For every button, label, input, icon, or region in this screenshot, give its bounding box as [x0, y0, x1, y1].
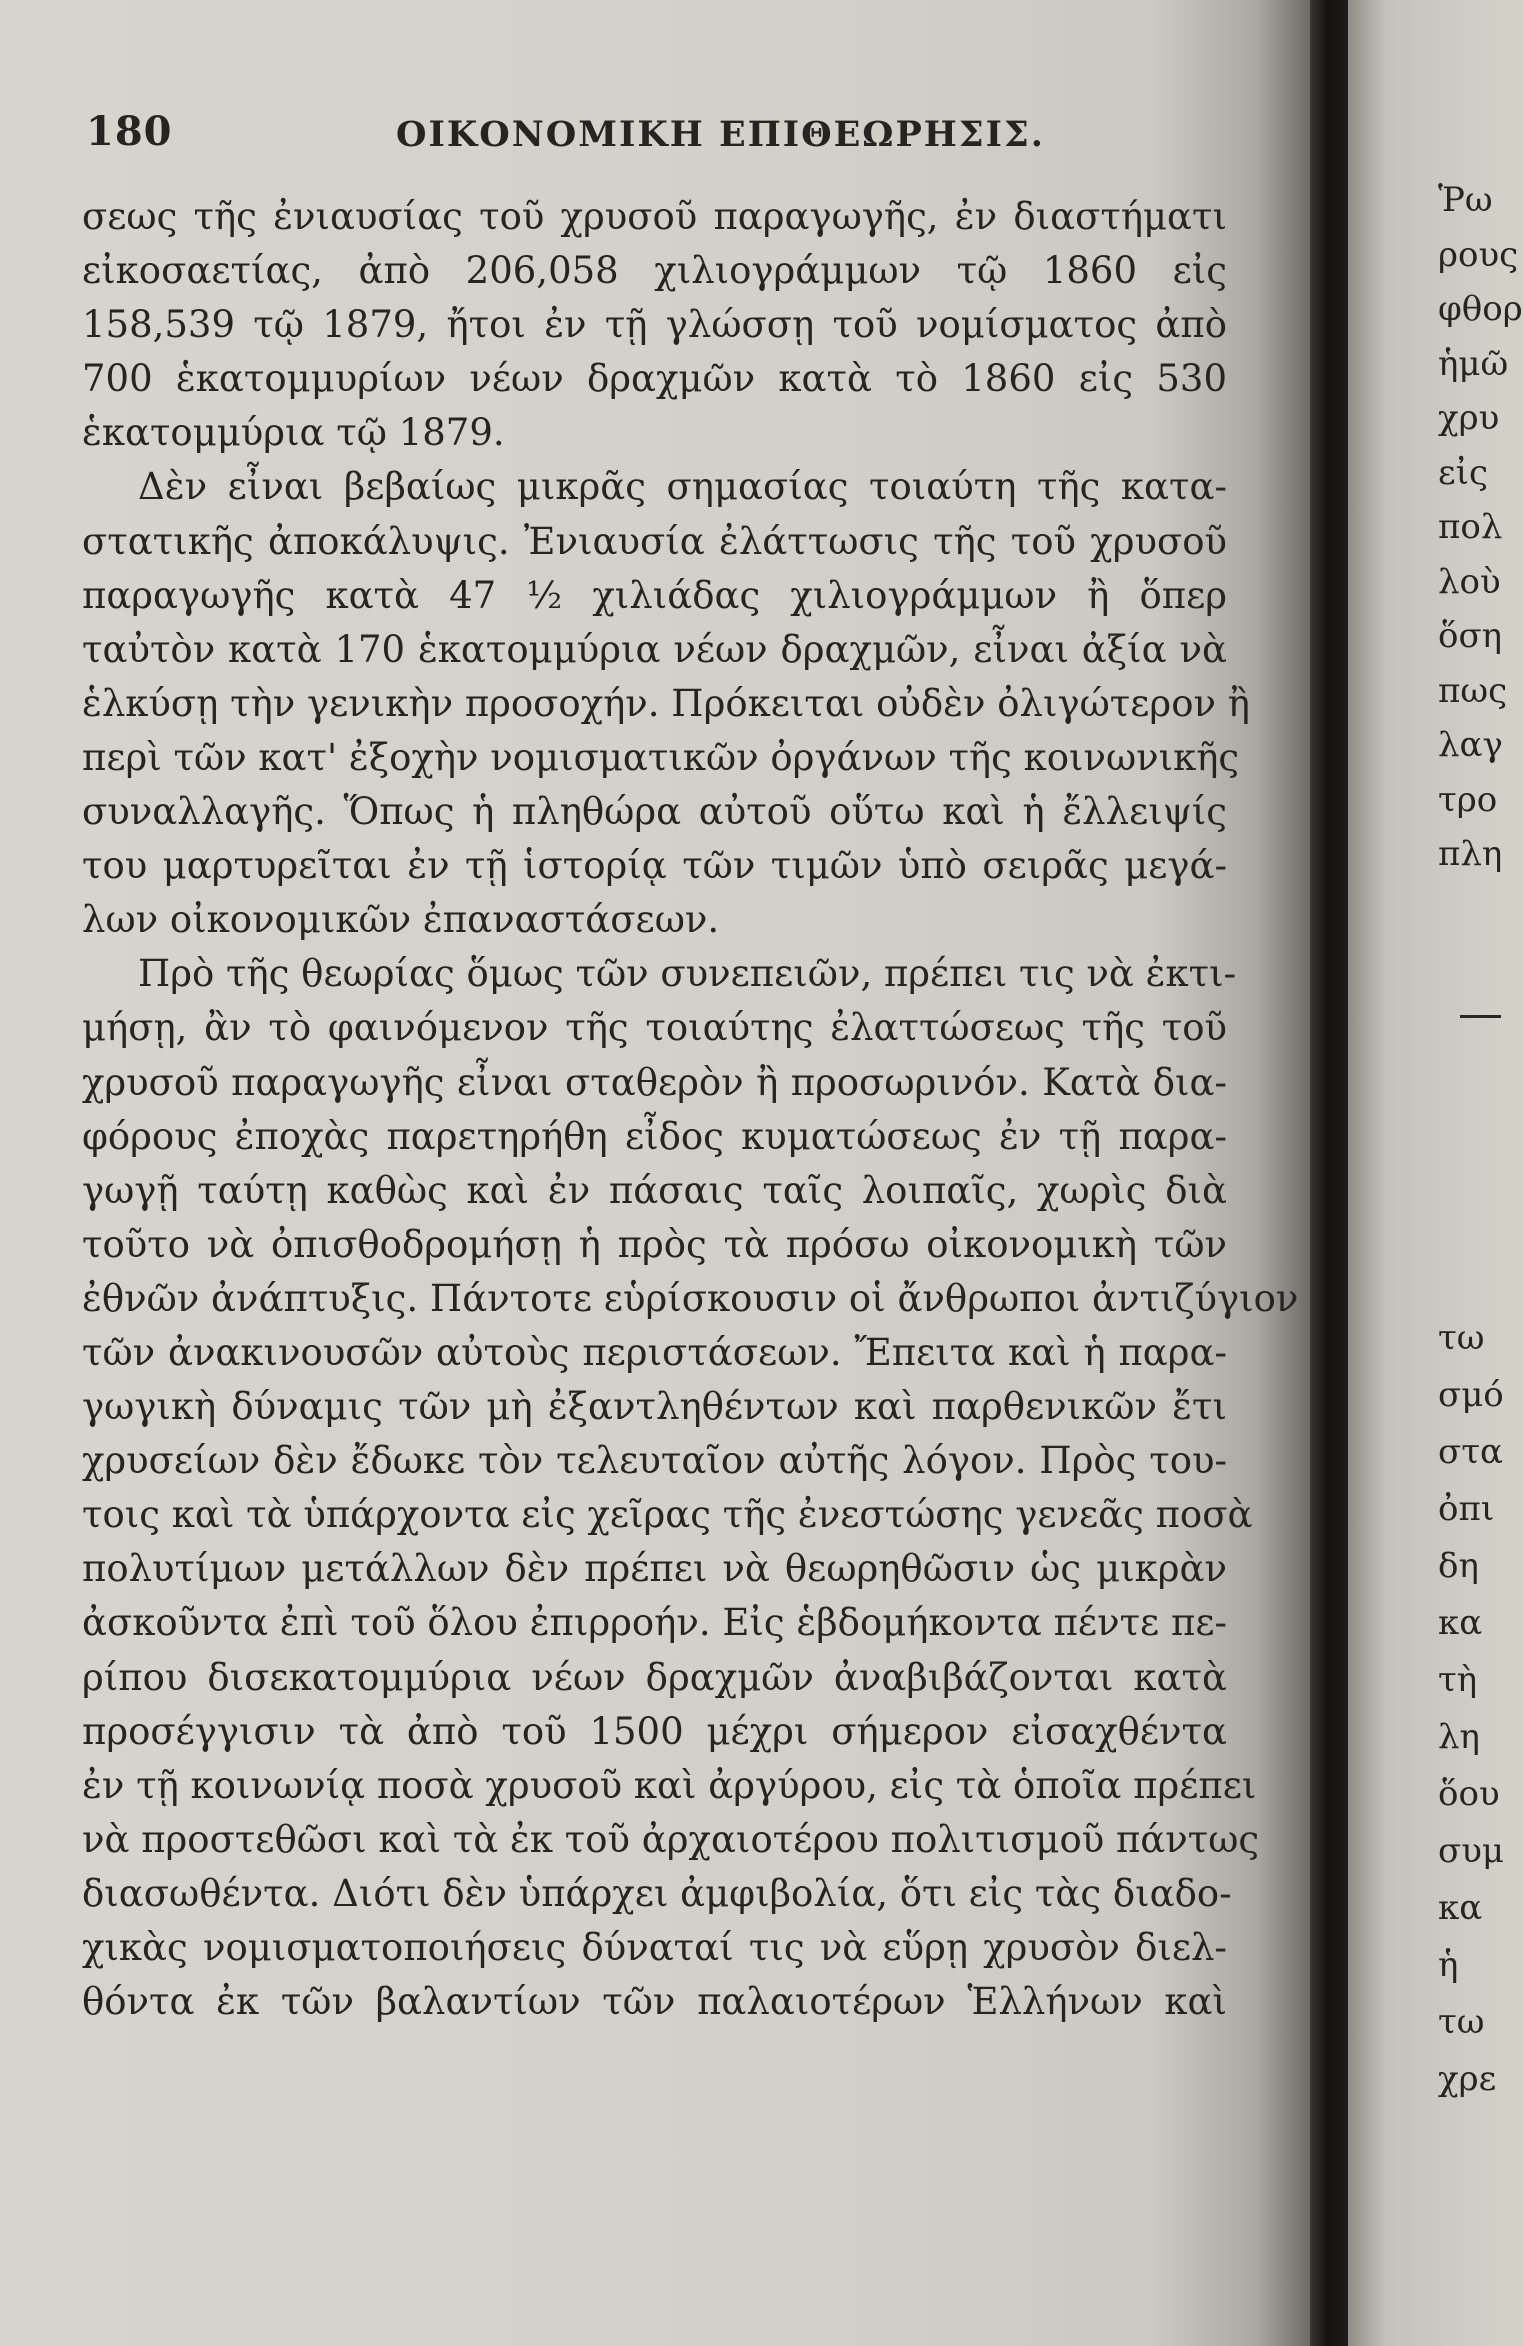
text-line: τοις καὶ τὰ ὑπάρχοντα εἰς χεῖρας τῆς ἐνεστώσης γενεᾶς ποσὰ: [82, 1493, 1253, 1537]
right-page-fragment: χρυ: [1438, 398, 1500, 438]
right-page-fragment: δη: [1438, 1546, 1479, 1586]
right-page-fragment: ἡμῶ: [1438, 343, 1509, 384]
text-line: ἀσκοῦντα ἐπὶ τοῦ ὅλου ἐπιρροήν. Εἰς ἑβδομήκοντα πέντε πε-: [82, 1601, 1227, 1645]
body-text: [82, 190, 1299, 2029]
text-line: 158,539 τῷ 1879, ἤτοι ἐν τῇ γλώσσῃ τοῦ νομίσματος ἀπὸ: [82, 303, 1227, 347]
text-line: ἑκατομμύρια τῷ 1879.: [82, 411, 505, 455]
section-rule: [1460, 1015, 1501, 1018]
right-page-fragment: φθορ: [1438, 289, 1523, 329]
right-page-fragment: σμό: [1438, 1375, 1504, 1415]
page-number: 180: [86, 108, 173, 155]
text-line: τῶν ἀνακινουσῶν αὐτοὺς περιστάσεων. Ἔπειτα καὶ ἡ παρα-: [82, 1330, 1227, 1374]
text-line: Πρὸ τῆς θεωρίας ὅμως τῶν συνεπειῶν, πρέπει τις νὰ ἐκτι-: [138, 952, 1237, 996]
text-line: χρυσείων δὲν ἔδωκε τὸν τελευταῖον αὐτῆς λόγον. Πρὸς του-: [82, 1439, 1227, 1483]
right-page-fragment: ὅου: [1438, 1774, 1500, 1814]
right-page-fragment: ὀπι: [1438, 1489, 1495, 1529]
text-line: φόρους ἐποχὰς παρετηρήθη εἶδος κυματώσεως ἐν τῇ παρα-: [82, 1114, 1227, 1158]
right-page-fragment: ρους: [1438, 234, 1519, 275]
right-page-fragments: [1348, 0, 1523, 2346]
text-line: ἐθνῶν ἀνάπτυξις. Πάντοτε εὑρίσκουσιν οἱ ἄνθρωποι ἀντιζύγιον: [82, 1276, 1299, 1320]
right-page-fragment: τρο: [1438, 779, 1498, 820]
text-line: Δὲν εἶναι βεβαίως μικρᾶς σημασίας τοιαύτη τῆς κατα-: [138, 465, 1227, 509]
text-line: ἐν τῇ κοινωνίᾳ ποσὰ χρυσοῦ καὶ ἀργύρου, εἰς τὰ ὁποῖα πρέπει: [82, 1763, 1257, 1807]
text-line: τοῦτο νὰ ὀπισθοδρομήσῃ ἡ πρὸς τὰ πρόσω οἰκονομικὴ τῶν: [82, 1222, 1227, 1266]
right-page-fragment: πλη: [1438, 834, 1503, 874]
right-page-fragment: πως: [1438, 670, 1508, 711]
right-page-fragment: τω: [1438, 1318, 1485, 1358]
text-line: νὰ προστεθῶσι καὶ τὰ ἐκ τοῦ ἀρχαιοτέρου πολιτισμοῦ πάντως: [82, 1817, 1260, 1861]
running-title: ΟΙΚΟΝΟΜΙΚΗ ΕΠΙΘΕΩΡΗΣΙΣ.: [396, 114, 1045, 155]
text-line: γωγῇ ταύτῃ καθὼς καὶ ἐν πάσαις ταῖς λοιπαῖς, χωρὶς διὰ: [82, 1168, 1227, 1212]
text-line: πολυτίμων μετάλλων δὲν πρέπει νὰ θεωρηθῶσιν ὡς μικρὰν: [82, 1547, 1227, 1591]
right-page-fragment: λη: [1438, 1717, 1480, 1757]
right-page-fragment: τω: [1438, 2002, 1485, 2042]
text-line: ρίπου δισεκατομμύρια νέων δραχμῶν ἀναβιβάζονται κατὰ: [82, 1655, 1227, 1699]
text-line: ἑλκύσῃ τὴν γενικὴν προσοχήν. Πρόκειται οὐδὲν ὀλιγώτερον ἢ: [82, 681, 1250, 725]
text-line: μήσῃ, ἂν τὸ φαινόμενον τῆς τοιαύτης ἐλαττώσεως τῆς τοῦ: [82, 1006, 1227, 1050]
text-line: γωγικὴ δύναμις τῶν μὴ ἐξαντληθέντων καὶ παρθενικῶν ἔτι: [82, 1385, 1227, 1429]
text-line: συναλλαγῆς. Ὅπως ἡ πληθώρα αὐτοῦ οὕτω καὶ ἡ ἔλλειψίς: [82, 790, 1227, 834]
text-line: 700 ἑκατομμυρίων νέων δραχμῶν κατὰ τὸ 1860 εἰς 530: [82, 357, 1227, 401]
text-line: του μαρτυρεῖται ἐν τῇ ἱστορίᾳ τῶν τιμῶν ὑπὸ σειρᾶς μεγά-: [82, 844, 1227, 888]
right-page-fragment: λαγ: [1438, 725, 1503, 765]
text-line: εἰκοσαετίας, ἀπὸ 206,058 χιλιογράμμων τῷ 1860 εἰς: [82, 249, 1227, 293]
text-line: παραγωγῆς κατὰ 47 ½ χιλιάδας χιλιογράμμων ἢ ὅπερ: [82, 573, 1227, 617]
right-page: [1348, 0, 1523, 2346]
text-line: ταὐτὸν κατὰ 170 ἑκατομμύρια νέων δραχμῶν, εἶναι ἀξία νὰ: [82, 627, 1227, 671]
right-page-fragment: κα: [1438, 1603, 1483, 1643]
book-gutter: [1310, 0, 1348, 2346]
text-line: περὶ τῶν κατ' ἐξοχὴν νομισματικῶν ὀργάνων τῆς κοινωνικῆς: [82, 735, 1240, 779]
right-page-fragment: χρε: [1438, 2059, 1497, 2099]
text-line: στατικῆς ἀποκάλυψις. Ἐνιαυσία ἐλάττωσις τῆς τοῦ χρυσοῦ: [82, 519, 1227, 563]
right-page-fragment: συμ: [1438, 1831, 1504, 1871]
text-line: σεως τῆς ἐνιαυσίας τοῦ χρυσοῦ παραγωγῆς, ἐν διαστήματι: [82, 195, 1227, 238]
right-page-fragment: τὴ: [1438, 1660, 1478, 1700]
right-page-fragment: λοὺ: [1438, 561, 1501, 602]
text-line: διασωθέντα. Διότι δὲν ὑπάρχει ἀμφιβολία, ὅτι εἰς τὰς διαδο-: [82, 1871, 1232, 1915]
page-header: [86, 108, 1246, 168]
text-line: θόντα ἐκ τῶν βαλαντίων τῶν παλαιοτέρων Ἑλλήνων καὶ: [82, 1980, 1227, 2024]
right-page-fragment: κα: [1438, 1888, 1483, 1928]
right-page-fragment: ὅση: [1438, 616, 1503, 656]
right-page-fragment: εἰς: [1438, 452, 1488, 493]
right-page-fragment: στα: [1438, 1432, 1503, 1472]
text-line: χικὰς νομισματοποιήσεις δύναταί τις νὰ εὕρῃ χρυσὸν διελ-: [82, 1926, 1227, 1969]
text-line: προσέγγισιν τὰ ἀπὸ τοῦ 1500 μέχρι σήμερον εἰσαχθέντα: [82, 1709, 1227, 1753]
right-page-fragment: πολ: [1438, 507, 1503, 547]
text-line: λων οἰκονομικῶν ἐπαναστάσεων.: [82, 898, 720, 942]
right-page-fragment: Ῥω: [1438, 180, 1493, 220]
right-page-fragment: ἡ: [1438, 1945, 1459, 1985]
text-line: χρυσοῦ παραγωγῆς εἶναι σταθερὸν ἢ προσωρινόν. Κατὰ δια-: [82, 1060, 1227, 1104]
